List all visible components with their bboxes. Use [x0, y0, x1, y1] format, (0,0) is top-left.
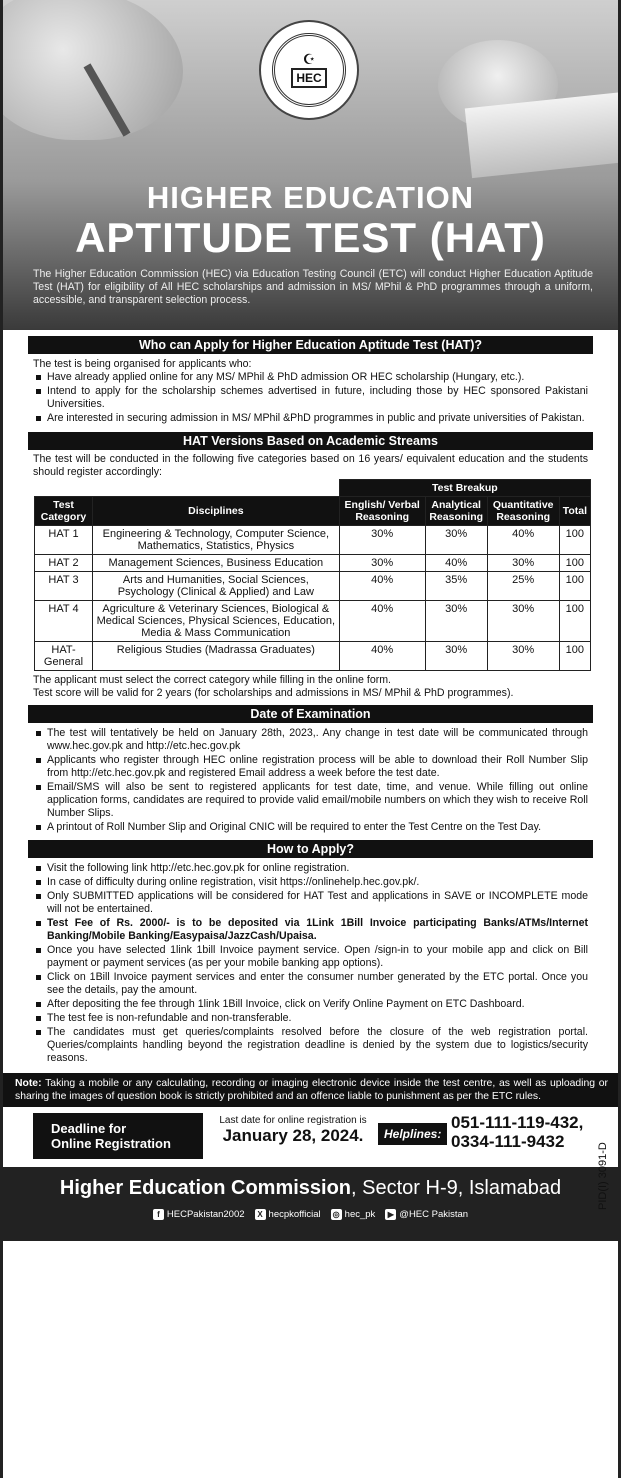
x-icon: X — [255, 1209, 266, 1220]
cell-english: 40% — [339, 572, 425, 601]
title-line-1: HIGHER EDUCATION — [146, 180, 475, 215]
note-label: Note: — [15, 1078, 42, 1089]
helpline-phone-1: 051-111-119-432, — [451, 1113, 584, 1132]
who-lead: The test is being organised for applicants who: — [33, 358, 252, 370]
list-item: Have already applied online for any MS/ MPhil & PhD admission OR HEC scholarship (Hungary, etc.). — [33, 371, 588, 384]
cell-disciplines: Management Sciences, Business Education — [93, 555, 340, 572]
exam-heading: Date of Examination — [28, 705, 593, 723]
col-header: English/ Verbal Reasoning — [339, 497, 425, 526]
cell-disciplines: Agriculture & Veterinary Sciences, Biological & Medical Sciences, Physical Sciences, Education, Media & Mass Communication — [93, 601, 340, 642]
versions-lead: The test will be conducted in the following five categories based on 16 years/ equivalent education and the students should register accordingly: — [33, 453, 588, 478]
list-item: Intend to apply for the scholarship schemes advertised in future, including those by HEC sponsored Pakistani Universities. — [33, 385, 588, 411]
after-table-note-2: Test score will be valid for 2 years (for scholarships and admissions in MS/ MPhil & PhD programmes). — [33, 687, 514, 699]
facebook-icon: f — [153, 1209, 164, 1220]
table-row — [35, 526, 591, 555]
cell-disciplines: Engineering & Technology, Computer Science, Mathematics, Statistics, Physics — [93, 526, 340, 555]
social-instagram — [331, 1209, 376, 1220]
who-list — [33, 371, 588, 425]
list-item: The test fee is non-refundable and non-transferable. — [33, 1012, 588, 1025]
social-x — [255, 1209, 321, 1220]
social-links — [3, 1209, 618, 1220]
cell-category: HAT-General — [35, 642, 93, 671]
social-label: HECPakistan2002 — [166, 1209, 245, 1220]
cell-quantitative: 30% — [487, 601, 559, 642]
list-item: In case of difficulty during online registration, visit https://onlinehelp.hec.gov.pk/. — [33, 876, 588, 889]
cell-english: 40% — [339, 601, 425, 642]
col-header: Total — [559, 497, 590, 526]
hec-logo — [259, 20, 359, 120]
cell-quantitative: 40% — [487, 526, 559, 555]
crescent-icon: ☪ — [302, 51, 316, 67]
footer-organization — [3, 1177, 618, 1200]
col-header: Analytical Reasoning — [425, 497, 487, 526]
cell-analytical: 30% — [425, 601, 487, 642]
deadline-label-line2: Online Registration — [51, 1136, 171, 1151]
org-name: Higher Education Commission — [59, 1177, 352, 1199]
table-row — [35, 601, 591, 642]
cell-category: HAT 4 — [35, 601, 93, 642]
list-item: A printout of Roll Number Slip and Original CNIC will be required to enter the Test Centre on the Test Day. — [33, 821, 588, 834]
versions-heading: HAT Versions Based on Academic Streams — [28, 432, 593, 450]
list-item: After depositing the fee through 1link 1Bill Invoice, click on Verify Online Payment on ETC Dashboard. — [33, 998, 588, 1011]
table-row — [35, 555, 591, 572]
apply-heading: How to Apply? — [28, 840, 593, 858]
deadline-date: January 28, 2024. — [222, 1126, 364, 1145]
list-item: Test Fee of Rs. 2000/- is to be deposited via 1Link 1Bill Invoice participating Banks/ATMs/Internet Banking/Mobile Banking/Easypaisa/JazzCash/Upaisa. — [33, 917, 588, 943]
deadline-label-line1: Deadline for — [51, 1121, 127, 1136]
social-label: hec_pk — [344, 1209, 376, 1220]
deadline-label — [33, 1113, 203, 1159]
cell-category: HAT 2 — [35, 555, 93, 572]
list-item: The test will tentatively be held on January 28th, 2023,. Any change in test date will be communicated through www.hec.gov.pk and http://etc.hec.gov.pk — [33, 727, 588, 753]
cell-quantitative: 30% — [487, 642, 559, 671]
list-item: Once you have selected 1link 1bill Invoice payment service. Open /sign-in to your mobile app and click on Bill payment or payment services (as per your mobile banking app options). — [33, 944, 588, 970]
note-box — [3, 1073, 618, 1107]
youtube-icon: ▶ — [385, 1209, 396, 1220]
cell-category: HAT 3 — [35, 572, 93, 601]
list-item: Only SUBMITTED applications will be considered for HAT Test and applications in SAVE or INCOMPLETE mode will not be entertained. — [33, 890, 588, 916]
list-item: The candidates must get queries/complaints resolved before the closure of the web registration portal. Queries/complaints handling beyond the registration deadline is denied by the system due to logistics/security reasons. — [33, 1026, 588, 1065]
cell-quantitative: 25% — [487, 572, 559, 601]
helpline-phone-2: 0334-111-9432 — [451, 1132, 565, 1151]
who-heading: Who can Apply for Higher Education Aptitude Test (HAT)? — [28, 336, 593, 354]
cell-disciplines: Religious Studies (Madrassa Graduates) — [93, 642, 340, 671]
cell-analytical: 35% — [425, 572, 487, 601]
deadline-date-block — [208, 1115, 378, 1146]
list-item: Applicants who register through HEC online registration process will be able to download their Roll Number Slip from http://etc.hec.gov.pk and registered Email address a week before the test date. — [33, 754, 588, 780]
cell-disciplines: Arts and Humanities, Social Sciences, Psychology (Clinical & Applied) and Law — [93, 572, 340, 601]
table-row — [35, 642, 591, 671]
deadline-small-text: Last date for online registration is — [219, 1115, 367, 1126]
social-label: hecpkofficial — [268, 1209, 321, 1220]
cell-total: 100 — [559, 642, 590, 671]
hat-table — [34, 479, 591, 671]
test-breakup-header: Test Breakup — [339, 480, 590, 497]
cell-analytical: 30% — [425, 642, 487, 671]
col-header: Disciplines — [93, 497, 340, 526]
after-table-note-1: The applicant must select the correct category while filling in the online form. — [33, 674, 392, 686]
col-header: Quantitative Reasoning — [487, 497, 559, 526]
helpline-numbers — [451, 1113, 583, 1151]
apply-list — [33, 862, 588, 1065]
cell-english: 30% — [339, 555, 425, 572]
deadline-section — [3, 1113, 618, 1159]
social-facebook — [153, 1209, 245, 1220]
footer — [3, 1167, 618, 1241]
social-label: @HEC Pakistan — [399, 1209, 469, 1220]
cell-total: 100 — [559, 572, 590, 601]
col-header: Test Category — [35, 497, 93, 526]
logo-text: HEC — [291, 68, 326, 88]
list-item: Email/SMS will also be sent to registered applicants for test date, time, and venue. While filling out online application forms, candidates are required to provide valid email/mobile numbers on which they wish to receive Roll Number Slips. — [33, 781, 588, 820]
list-item: Click on 1Bill Invoice payment services and enter the consumer number generated by the ETC portal. Once you see the details, pay the amount. — [33, 971, 588, 997]
cell-quantitative: 30% — [487, 555, 559, 572]
exam-list — [33, 727, 588, 834]
cell-total: 100 — [559, 555, 590, 572]
header-banner — [3, 0, 618, 330]
social-youtube — [385, 1209, 468, 1220]
cell-total: 100 — [559, 526, 590, 555]
cell-english: 30% — [339, 526, 425, 555]
cell-category: HAT 1 — [35, 526, 93, 555]
helplines-label: Helplines: — [378, 1123, 447, 1145]
instagram-icon: ◎ — [331, 1209, 342, 1220]
note-text: Taking a mobile or any calculating, recording or imaging electronic device inside the test centre, as well as uploading or sharing the images of question book is strictly prohibited and an offence liable to punishment as per the ETC rules. — [15, 1078, 608, 1102]
cell-total: 100 — [559, 601, 590, 642]
cell-english: 40% — [339, 642, 425, 671]
intro-text: The Higher Education Commission (HEC) via Education Testing Council (ETC) will conduct Higher Education Aptitude Test (HAT) for eligibility of All HEC scholarships and admission in MS/ MPhil & PhD programmes through a uniform, accessible, and transparent selection process. — [33, 268, 593, 306]
title-line-2: APTITUDE TEST (HAT) — [75, 214, 546, 261]
cell-analytical: 40% — [425, 555, 487, 572]
cell-analytical: 30% — [425, 526, 487, 555]
pid-code: PID(I) 3091-D — [597, 1142, 609, 1210]
org-address: , Sector H-9, Islamabad — [351, 1177, 562, 1199]
list-item: Are interested in securing admission in MS/ MPhil &PhD programmes in public and private universities of Pakistan. — [33, 412, 588, 425]
table-row — [35, 572, 591, 601]
list-item: Visit the following link http://etc.hec.gov.pk for online registration. — [33, 862, 588, 875]
